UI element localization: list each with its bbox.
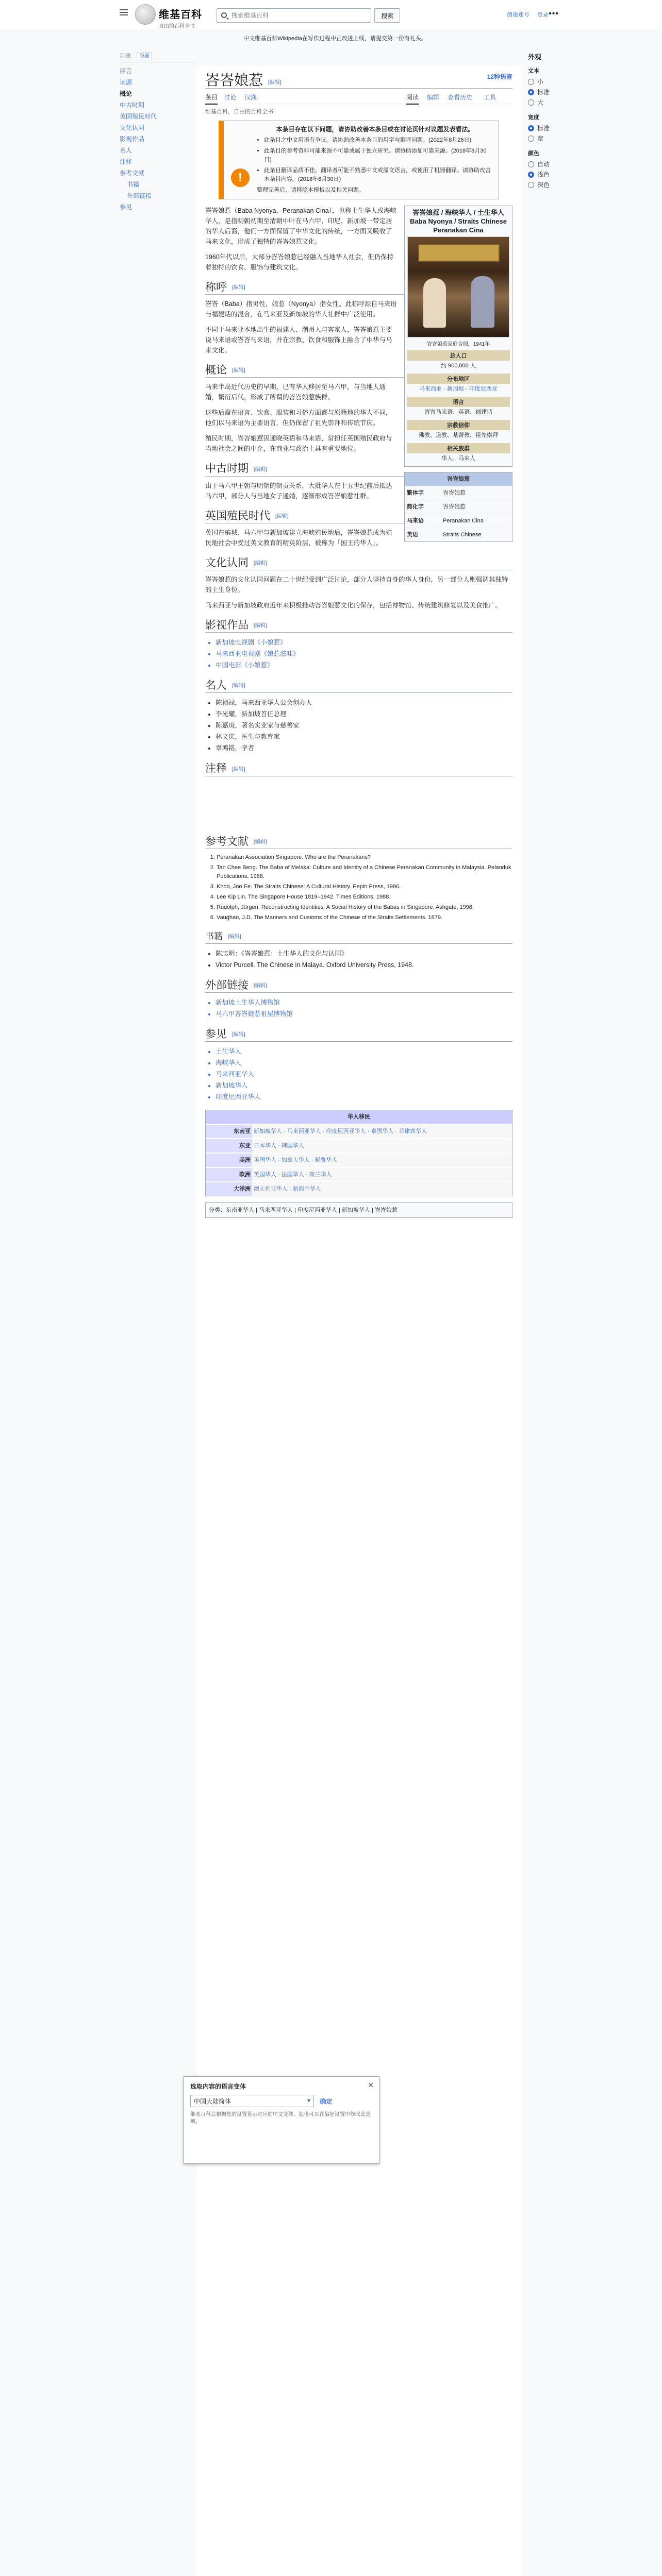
- section-edit-link[interactable]: [编辑]: [254, 839, 267, 845]
- tab-read[interactable]: 阅读: [406, 93, 419, 105]
- navbox-row: 美洲 美国华人 · 加拿大华人 · 秘鲁华人: [206, 1153, 512, 1167]
- section-edit-link[interactable]: [编辑]: [232, 1032, 245, 1038]
- toc-item-people[interactable]: 名人: [120, 147, 133, 154]
- paragraph: 马来西亚与新加坡政府近年来积极推动峇峇娘惹文化的保存，包括博物馆、传统建筑修复以及美食推广。: [205, 601, 502, 609]
- section-edit-link[interactable]: [编辑]: [275, 513, 289, 519]
- personal-tools: [501, 10, 549, 19]
- notice-list: [264, 136, 493, 184]
- reference-item: 5. Rudolph, Jürgen. Reconstructing Identities: A Social History of the Babas in Singapore. Ashgate, 1998.: [217, 903, 512, 912]
- list-item: • 李光耀，新加坡首任总理: [216, 708, 512, 720]
- appearance-panel: [528, 52, 595, 190]
- name-box-row: 英语 Straits Chinese: [405, 528, 512, 541]
- section-edit-link[interactable]: [编辑]: [254, 982, 267, 989]
- site-wordmark[interactable]: [159, 6, 202, 29]
- infobox-title: 峇峇娘惹 / 海峡华人 / 土生华人 Baba Nyonya / Straits Chinese Peranakan Cina: [410, 209, 507, 234]
- section-heading-media: 影视作品 [编辑]: [205, 620, 512, 633]
- see-also-link[interactable]: • 海峡华人: [216, 1057, 512, 1069]
- notice-item: • 此条目的参考资料可能来源不可靠或属于独立研究。请协助添加可靠来源。(2018年8月30日): [264, 147, 493, 164]
- list-item[interactable]: • 中国电影《小娘惹》: [216, 659, 512, 671]
- toc-item-references[interactable]: 参考文献: [120, 170, 145, 177]
- list-item: • 辜鸿铭，学者: [216, 742, 512, 754]
- section-heading-books: 书籍 [编辑]: [205, 931, 512, 944]
- paragraph: 英国在槟城、马六甲与新加坡建立海峡殖民地后，峇峇娘惹成为殖民地社会中受过英文教育的精英阶层，被称为「国王的华人」。: [205, 529, 392, 547]
- text-size-standard[interactable]: 标准: [528, 87, 595, 97]
- toc-sidebar: [120, 52, 197, 213]
- region-link[interactable]: 马来西亚: [419, 386, 442, 392]
- variant-select[interactable]: 中国大陆简体 ▾: [190, 2095, 314, 2107]
- site-tagline: 自由的百科全书: [159, 24, 195, 29]
- infobox-row: 峇峇马来语、英语、福建话: [424, 409, 492, 415]
- tab-talk[interactable]: 讨论: [224, 94, 237, 101]
- toc-heading: 目录 隐藏: [120, 52, 197, 60]
- see-also-link[interactable]: • 土生华人: [216, 1046, 512, 1057]
- intro-paragraph: 1960年代以后，大部分峇峇娘惹已经融入当地华人社会，但仍保持着独特的饮食、服饰与建筑文化。: [205, 253, 394, 271]
- appearance-heading: 外观: [528, 53, 542, 61]
- reference-item: 2. Tan Chee Beng. The Baba of Melaka: Culture and Identity of a Chinese Peranakan Community in Malaysia. Pelanduk Publications, 1988.: [217, 863, 512, 881]
- paragraph: 由于马六甲王朝与明朝的朝贡关系，大批华人在十五世纪前后抵达马六甲，部分人与当地女子通婚，逐渐形成峇峇娘惹社群。: [205, 482, 392, 500]
- radio-checked-icon: [528, 125, 534, 131]
- navbox-row: 东南亚 新加坡华人 · 马来西亚华人 · 印度尼西亚华人 · 泰国华人 · 菲律宾华人: [206, 1124, 512, 1138]
- paragraph: 峇峇（Baba）指男性，娘惹（Nyonya）指女性。此称呼源自马来语与福建话的混合，在马来亚及新加坡的华人社群中广泛使用。: [205, 300, 397, 318]
- infobox: [404, 206, 512, 467]
- navbox-title: 华人移民: [206, 1110, 512, 1124]
- list-item: • Victor Purcell. The Chinese in Malaya. Oxford University Press, 1948.: [216, 959, 512, 971]
- section-edit-link[interactable]: [编辑]: [232, 368, 245, 374]
- infobox-caption: 峇峇娘惹家庭合照，1941年: [426, 342, 490, 347]
- search-box: [217, 8, 371, 23]
- list-item: • 林文庆，医生与教育家: [216, 731, 512, 742]
- section-heading-identity: 文化认同 [编辑]: [205, 557, 512, 570]
- toc-hide-button[interactable]: 隐藏: [137, 53, 152, 60]
- section-heading-notes: 注释 [编辑]: [205, 763, 512, 776]
- radio-checked-icon: [528, 172, 534, 178]
- list-item: • 陈祯禄，马来西亚华人公会创办人: [216, 697, 512, 708]
- popup-note: 维基百科会根据您的设置显示对应的中文变体。您也可以在偏好设置中修改此选项。: [190, 2112, 371, 2125]
- section-heading-overview: 概论 [编辑]: [205, 365, 512, 378]
- toc-item-colonial[interactable]: 英国殖民时代: [120, 113, 157, 120]
- external-link[interactable]: • 马六甲峇峇娘惹祖屋博物馆: [216, 1008, 512, 1020]
- paragraph: 峇峇娘惹的文化认同问题在二十世纪受到广泛讨论，部分人坚持自身的华人身份，另一部分人则强调其独特的土生身份。: [205, 575, 508, 594]
- width-wide[interactable]: 宽: [528, 133, 595, 144]
- notice-item: • 此条目之中文用语有争议。请协助改善本条目的用字与翻译问题。(2022年8月26日): [264, 136, 493, 145]
- name-box-row: 繁体字 峇峇娘惹: [405, 486, 512, 500]
- name-box-title: 峇峇娘惹: [405, 472, 512, 486]
- navbox: [205, 1110, 512, 1196]
- tab-history[interactable]: 查看历史: [448, 94, 473, 101]
- tab-variant[interactable]: 汉漢: [244, 94, 257, 101]
- region-link[interactable]: 印度尼西亚: [469, 386, 498, 392]
- main-menu-icon[interactable]: [120, 9, 128, 15]
- navbox-row: 东亚 日本华人 · 韩国华人: [206, 1138, 512, 1153]
- name-box-row: 简化字 峇峇娘惹: [405, 500, 512, 514]
- category-links[interactable]: 分类：东南亚华人 | 马来西亚华人 | 印度尼西亚华人 | 新加坡华人 | 峇峇娘惹: [205, 1202, 512, 1218]
- list-item[interactable]: • 新加坡电视剧《小娘惹》: [216, 637, 512, 648]
- article-content: [197, 66, 521, 2576]
- intro-paragraph: 峇峇娘惹（Baba Nyonya，Peranakan Cina），也称土生华人或海峡华人，是指明朝初期至清朝中叶在马六甲、印尼、新加坡一带定居的华人后裔，他们一方面保留了中华文化的传统，一方面又吸收了马来文化，形成了独特的峇峇娘惹文化。: [205, 207, 396, 245]
- search-icon: [221, 12, 227, 18]
- more-options-icon[interactable]: •••: [549, 9, 559, 18]
- paragraph: 不同于马来亚本地出生的福建人、潮州人与客家人，峇峇娘惹主要说马来语或峇峇马来语，并在宗教、饮食和服饰上融合了中华与马来文化。: [205, 326, 392, 354]
- tab-article[interactable]: 条目: [205, 93, 218, 105]
- text-size-large[interactable]: 大: [528, 97, 595, 108]
- search-button[interactable]: 搜索: [374, 8, 400, 23]
- section-edit-link[interactable]: [编辑]: [228, 934, 241, 940]
- radio-icon: [528, 79, 534, 85]
- radio-icon: [528, 135, 534, 142]
- site-header: [0, 0, 662, 29]
- section-heading-colonial: 英国殖民时代 [编辑]: [205, 511, 512, 523]
- notice-title: 本条目存在以下问题，请协助改善本条目或在讨论页针对议题发表看法。: [276, 126, 474, 133]
- color-label: 颜色: [528, 150, 539, 157]
- section-heading-etymology: 称呼 [编辑]: [205, 282, 512, 295]
- toc-item-etymology[interactable]: 词源: [120, 79, 133, 86]
- infobox-section-head: 相关族群: [407, 443, 510, 453]
- radio-icon: [528, 182, 534, 188]
- section-heading-people: 名人 [编辑]: [205, 680, 512, 693]
- page-tabs: [205, 89, 512, 104]
- section-edit-link[interactable]: [编辑]: [232, 766, 245, 772]
- title-row: [205, 66, 512, 89]
- name-box-row: 马来语 Peranakan Cina: [405, 514, 512, 528]
- radio-icon: [528, 161, 534, 167]
- warning-icon: !: [231, 168, 250, 187]
- reference-item: 1. Peranakan Association Singapore. Who are the Peranakans?: [217, 853, 512, 862]
- infobox-section-head: 总人口: [407, 350, 510, 361]
- see-also-list: [216, 1046, 512, 1103]
- section-edit-link[interactable]: [编辑]: [254, 623, 267, 629]
- popup-title: 选取内容的语言变体: [190, 2083, 246, 2090]
- language-button[interactable]: 12种语言: [487, 73, 512, 80]
- list-item[interactable]: • 马来西亚电视剧《娘惹滋味》: [216, 648, 512, 659]
- toc-item-intro[interactable]: 序言: [120, 67, 133, 75]
- section-edit-link[interactable]: [编辑]: [254, 466, 267, 472]
- paragraph: 殖民时期，峇峇娘惹因通晓英语和马来语，常担任英国殖民政府与当地社会之间的中介，在商业与政治上具有重要地位。: [205, 435, 392, 453]
- section-edit-link[interactable]: [编辑]: [254, 560, 267, 566]
- infobox-section-head: 宗教信仰: [407, 420, 510, 430]
- width-label: 宽度: [528, 114, 539, 121]
- toc-item-books[interactable]: 书籍: [127, 181, 140, 188]
- section-heading-medieval: 中古时期 [编辑]: [205, 463, 512, 476]
- navbox-row: 大洋洲 澳大利亚华人 · 新西兰华人: [206, 1181, 512, 1196]
- notice-footer: 整理完善后，请移除本模板以及相关问题。: [257, 187, 365, 193]
- color-auto[interactable]: 自动: [528, 159, 595, 170]
- name-box: [404, 472, 512, 542]
- toc-item-medieval[interactable]: 中古时期: [120, 101, 145, 109]
- reference-list: [217, 853, 512, 922]
- media-list: [216, 637, 512, 671]
- region-link[interactable]: 新加坡: [447, 386, 464, 392]
- page-title: 峇峇娘惹 [编辑]: [205, 73, 282, 89]
- tagline: 维基百科，自由的百科全书: [205, 109, 273, 115]
- section-heading-external-links: 外部链接 [编辑]: [205, 980, 512, 993]
- tab-tools[interactable]: 工具: [484, 94, 496, 101]
- paragraph: 这些后裔在语言、饮食、服装和习俗方面都与原籍地的华人不同，他们以马来语为主要语言，但仍保留了祖先崇拜和传统节庆。: [205, 409, 392, 427]
- external-link[interactable]: • 新加坡土生华人博物馆: [216, 997, 512, 1008]
- external-links-list: [216, 997, 512, 1020]
- reference-item: 3. Khoo, Joo Ee. The Straits Chinese: A Cultural History. Pepin Press, 1996.: [217, 883, 512, 891]
- books-list: [216, 948, 512, 971]
- notice-item: • 此条目翻译品质不佳。翻译者可能不熟悉中文或原文语言，或使用了机器翻译。请协助改善本条目内容。(2018年8月30日): [264, 166, 493, 184]
- toc-item-identity[interactable]: 文化认同: [120, 124, 145, 131]
- toc-item-overview[interactable]: 概论: [120, 90, 133, 97]
- section-heading-references: 参考文献 [编辑]: [205, 836, 512, 849]
- reference-item: 4. Lee Kip Lin. The Singapore House 1819–1942. Times Editions, 1988.: [217, 893, 512, 902]
- variant-popup: [184, 2076, 379, 2164]
- section-edit-link[interactable]: [编辑]: [232, 683, 245, 689]
- toc-item-notes[interactable]: 注释: [120, 158, 133, 165]
- infobox-section-head: 语言: [407, 397, 510, 407]
- section-edit-link[interactable]: [编辑]: [232, 285, 245, 291]
- site-name: 维基百科: [159, 9, 202, 21]
- toc-item-external-links[interactable]: 外部链接: [127, 192, 152, 199]
- navbox-row: 欧洲 英国华人 · 法国华人 · 荷兰华人: [206, 1167, 512, 1181]
- see-also-link[interactable]: • 新加坡华人: [216, 1080, 512, 1091]
- radio-icon: [528, 99, 534, 106]
- notes-spacer: [205, 781, 512, 827]
- section-heading-see-also: 参见 [编辑]: [205, 1029, 512, 1042]
- toc-item-media[interactable]: 影视作品: [120, 135, 145, 143]
- wikipedia-logo[interactable]: [135, 4, 156, 25]
- infobox-row: 约 900,000 人: [441, 363, 476, 369]
- text-size-label: 文本: [528, 68, 539, 74]
- toc-list: [120, 62, 197, 213]
- infobox-row: 马来西亚 · 新加坡 · 印度尼西亚: [419, 386, 498, 392]
- toc-item-see-also[interactable]: 参见: [120, 204, 133, 211]
- text-size-small[interactable]: 小: [528, 77, 595, 87]
- title-edit-link[interactable]: [编辑]: [268, 80, 282, 86]
- site-notice: 中文维基百科Wikipedia在写作过程中正改进上线，请提交第一份有礼头。: [243, 36, 427, 42]
- width-standard[interactable]: 标准: [528, 123, 595, 133]
- create-account-link[interactable]: 创建账号: [506, 12, 529, 18]
- shop-sign: [418, 244, 500, 262]
- maintenance-notice: [219, 121, 499, 199]
- paragraph: 马来半岛近代历史的早期，已有华人移居至马六甲，与当地人通婚，繁衍后代，形成了所谓的峇峇娘惹族群。: [205, 383, 386, 401]
- infobox-row: 佛教、道教、基督教、祖先崇拜: [419, 432, 498, 438]
- color-light[interactable]: 浅色: [528, 170, 595, 180]
- search-input[interactable]: [217, 9, 341, 22]
- person-figure: [471, 276, 494, 328]
- reference-item: 6. Vaughan, J.D. The Manners and Customs of the Chinese of the Straits Settlements. 1879.: [217, 913, 512, 922]
- infobox-section-head: 分布地区: [407, 374, 510, 384]
- login-link[interactable]: 登录: [537, 12, 549, 18]
- confirm-button[interactable]: 确定: [320, 2098, 333, 2105]
- see-also-link[interactable]: • 印度尼西亚华人: [216, 1091, 512, 1103]
- radio-checked-icon: [528, 89, 534, 95]
- people-list: [216, 697, 512, 754]
- tab-edit[interactable]: 编辑: [427, 94, 440, 101]
- infobox-row: 华人、马来人: [441, 455, 475, 462]
- color-dark[interactable]: 深色: [528, 180, 595, 190]
- person-figure: [423, 278, 446, 328]
- see-also-link[interactable]: • 马来西亚华人: [216, 1069, 512, 1080]
- close-icon[interactable]: ✕: [368, 2081, 374, 2089]
- infobox-photo[interactable]: [407, 236, 509, 337]
- list-item: • 陈志明：《峇峇娘惹：土生华人的文化与认同》: [216, 948, 512, 959]
- list-item: • 陈嘉庚，著名实业家与慈善家: [216, 720, 512, 731]
